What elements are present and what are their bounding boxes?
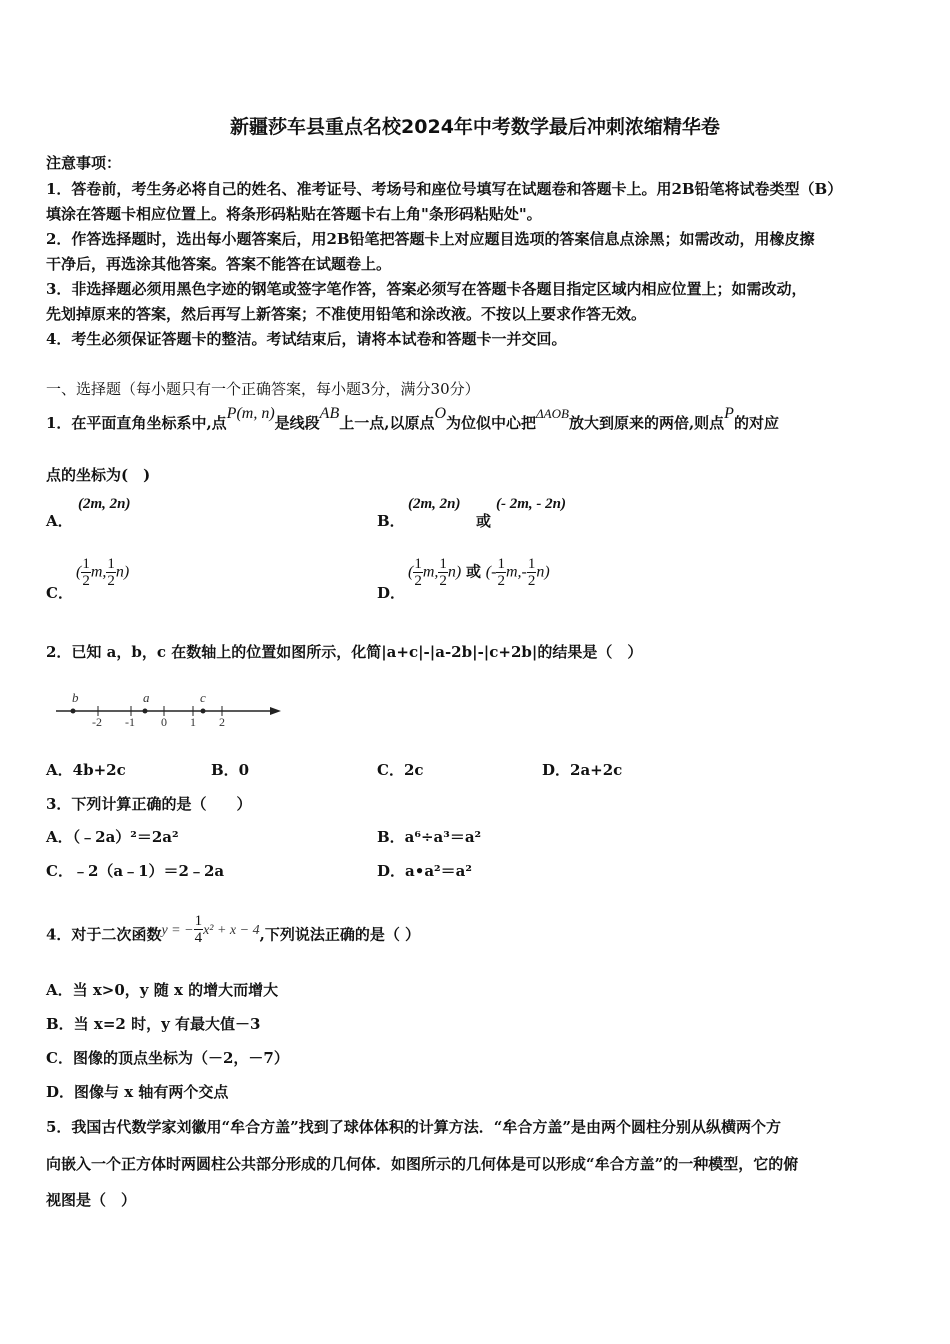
q1-text-1: 1．在平面直角坐标系中,点: [46, 414, 227, 432]
tick-label: 1: [190, 715, 196, 729]
q1-option-a-label: A．: [46, 512, 73, 530]
q4-option-c: C．图像的顶点坐标为（－2，－7）: [46, 1049, 289, 1067]
number-line-figure: [50, 686, 290, 730]
q4-option-b: B．当 x=2 时，y 有最大值－3: [46, 1015, 261, 1033]
note-1-line-1: 1．答卷前，考生务必将自己的姓名、准考证号、考场号和座位号填写在试题卷和答题卡上。用2B铅笔将试卷类型（B）: [46, 180, 843, 198]
number-line-arrow: [270, 707, 281, 715]
note-3-line-1: 3．非选择题必须用黑色字迹的钢笔或签字笔作答，答案必须写在答题卡各题目指定区域内相应位置上；如需改动，: [46, 280, 807, 298]
note-2-line-2: 干净后，再选涂其他答案。答案不能答在试题卷上。: [46, 255, 392, 273]
q1-math-triangle: ΔAOB: [536, 406, 569, 421]
q2-option-b: B．0: [211, 761, 250, 779]
question-1-line-1: [46, 405, 779, 433]
q3-option-b: B．a⁶÷a³＝a²: [377, 828, 482, 846]
q1-option-b-math-2: (- 2m, - 2n): [496, 496, 566, 512]
q4-option-a: A．当 x>0，y 随 x 的增大而增大: [46, 981, 279, 999]
tick-label: -2: [92, 715, 102, 729]
q4-text-1: 4．对于二次函数: [46, 925, 162, 944]
q2-option-a: A．4b+2c: [46, 761, 126, 779]
tick-label: 0: [161, 715, 167, 729]
q4-formula-fraction: $\frac{1}{4}$: [194, 913, 203, 946]
q1-option-b-label: B．: [377, 512, 405, 530]
tick-label: -1: [125, 715, 135, 729]
q1-option-d-math: ( $\frac{1}{2}$ m, $\frac{1}{2}$ n) 或 (- $\frac{1}{2}$ m,- $\frac{1}{2}$ n): [408, 556, 550, 589]
q1-math-segment: AB: [319, 405, 340, 422]
q4-formula-prefix: y = −: [161, 922, 194, 938]
q1-text-4: 为位似中心把: [446, 414, 537, 432]
question-5-line-2: 向嵌入一个正方体时两圆柱公共部分形成的几何体．如图所示的几何体是可以形成“牟合方盖”的一种模型，它的俯: [46, 1155, 799, 1173]
q4-option-d: D．图像与 x 轴有两个交点: [46, 1083, 229, 1101]
q2-option-d: D．2a+2c: [542, 761, 623, 779]
note-3-line-2: 先划掉原来的答案，然后再写上新答案；不准使用铅笔和涂改液。不按以上要求作答无效。: [46, 305, 647, 323]
note-4: 4．考生必须保证答题卡的整洁。考试结束后，请将本试卷和答题卡一并交回。: [46, 330, 567, 348]
point-a-label: a: [143, 690, 150, 705]
q4-formula-suffix: x² + x − 4: [203, 922, 260, 938]
question-3-text: 3．下列计算正确的是（ ）: [46, 795, 252, 813]
question-5-line-3: 视图是（ ）: [46, 1191, 137, 1209]
point-b-label: b: [72, 690, 79, 705]
q1-option-a-math: (2m, 2n): [78, 496, 131, 512]
q1-math-p: P: [724, 405, 734, 422]
q1-option-c-label: C．: [46, 584, 73, 602]
notes-heading: 注意事项：: [46, 154, 122, 172]
tick-label: 2: [219, 715, 225, 729]
q1-option-b-or: 或: [476, 512, 492, 530]
q4-text-2: ,下列说法正确的是（ ）: [259, 925, 421, 944]
q1-math-origin: O: [434, 405, 447, 422]
q1-option-c-math: ( $\frac{1}{2}$ m, $\frac{1}{2}$ n): [76, 556, 130, 589]
note-2-line-1: 2．作答选择题时，选出每小题答案后，用2B铅笔把答题卡上对应题目选项的答案信息点涂黑；如需改动，用橡皮擦: [46, 230, 815, 248]
question-2-text: 2．已知 a，b，c 在数轴上的位置如图所示，化简|a+c|-|a-2b|-|c+2b|的结果是（ ）: [46, 643, 643, 661]
q1-text-2: 是线段: [274, 414, 320, 432]
point-a-dot: [143, 709, 148, 714]
question-1-line-2: 点的坐标为( ): [46, 466, 151, 484]
q1-math-point: P(m, n): [226, 405, 275, 422]
q3-option-c: C．﹣2（a﹣1）＝2﹣2a: [46, 862, 225, 880]
question-5-line-1: 5．我国古代数学家刘徽用“牟合方盖”找到了球体体积的计算方法．“牟合方盖”是由两个圆柱分别从纵横两个方: [46, 1118, 781, 1136]
q2-option-c: C．2c: [377, 761, 424, 779]
note-1-line-2: 填涂在答题卡相应位置上。将条形码粘贴在答题卡右上角"条形码粘贴处"。: [46, 205, 542, 223]
section-heading: 一、选择题（每小题只有一个正确答案，每小题3分，满分30分）: [46, 380, 480, 398]
q3-option-d: D．a•a²＝a²: [377, 862, 472, 880]
point-c-dot: [201, 709, 206, 714]
point-b-dot: [71, 709, 76, 714]
q1-option-d-label: D．: [377, 584, 406, 602]
point-c-label: c: [200, 690, 206, 705]
page-title: 新疆莎车县重点名校2024年中考数学最后冲刺浓缩精华卷: [230, 116, 720, 138]
q1-text-6: 的对应: [733, 414, 779, 432]
question-4-text: [46, 913, 421, 952]
q1-option-b-math-1: (2m, 2n): [408, 496, 461, 512]
q1-text-3: 上一点,以原点: [339, 414, 435, 432]
q1-text-5: 放大到原来的两倍,则点: [568, 414, 725, 432]
q3-option-a: A．（﹣2a）²＝2a²: [46, 828, 179, 846]
